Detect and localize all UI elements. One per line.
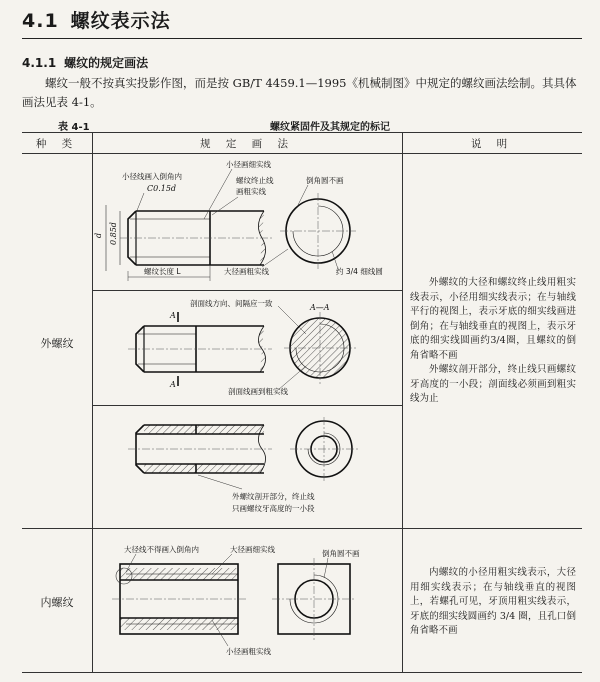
figure-external-thread-partial-cut	[92, 405, 402, 528]
table-number: 表 4-1	[58, 122, 90, 133]
dim-d-label: d	[94, 232, 103, 238]
section-view-label: A—A	[310, 303, 330, 312]
section-title	[22, 6, 171, 33]
description-internal-p1: 内螺纹的小径用粗实线表示，大径用细实线表示；在与轴线垂直的视图上，若螺孔可见，牙顶用粗实线表示，牙底的细实线圆画约 3/4 圈，且孔口倒角省略不画	[410, 567, 576, 636]
subsection-title	[22, 54, 148, 71]
label-end-line: 螺纹终止线	[236, 176, 274, 185]
header-kind: 种 类	[35, 138, 79, 150]
intro-paragraph: 螺纹一般不按真实投影作图，而是按 GB/T 4459.1—1995《机械制图》中规定的螺纹画法绘制。其具体画法见表 4-1。	[22, 76, 577, 109]
row-kind-internal: 内螺纹	[40, 596, 74, 609]
dim-085d-label: 0.85d	[109, 222, 118, 245]
label-major-no-chamfer: 大径线不得画入倒角内	[124, 545, 199, 554]
label-major-thick: 大径画粗实线	[224, 267, 269, 276]
label-major-thin: 大径画细实线	[230, 545, 275, 554]
length-label: 螺纹长度 L	[144, 267, 181, 276]
header-drawing: 规 定 画 法	[199, 138, 294, 150]
label-chamfer: 小径线画入倒角内	[122, 172, 182, 181]
label-minor-thin: 小径画细实线	[226, 160, 271, 169]
table-col-divider-2	[402, 132, 403, 672]
label-hatch-to-thick: 剖面线画到粗实线	[228, 387, 288, 396]
label-cut-line-2: 只画螺纹牙高度的一小段	[232, 504, 315, 513]
label-c-value: C0.15d	[147, 184, 177, 193]
label-internal-no-chamfer: 倒角圆不画	[322, 549, 360, 558]
section-number: 4.1	[22, 10, 59, 32]
table-top-rule	[22, 132, 582, 133]
description-external	[410, 276, 576, 407]
figure-external-thread-section	[92, 290, 402, 405]
figure-internal-thread	[92, 528, 402, 672]
section-mark-top: A	[170, 311, 176, 320]
description-internal	[410, 566, 576, 639]
label-three-quarter: 约 3/4 细线圆	[336, 267, 383, 276]
label-no-chamfer: 倒角圆不画	[306, 176, 344, 185]
label-end-line-2: 画粗实线	[236, 187, 266, 196]
subsection-title-text: 螺纹的规定画法	[64, 56, 149, 70]
section-mark-bottom: A	[170, 380, 176, 389]
table-bottom-rule	[22, 672, 582, 673]
header-description: 说 明	[470, 138, 514, 150]
row-kind-external: 外螺纹	[40, 337, 74, 350]
label-minor-thick: 小径画粗实线	[226, 647, 271, 656]
section-title-text: 螺纹表示法	[70, 10, 171, 32]
subsection-number: 4.1.1	[22, 56, 57, 70]
figure-external-thread-view	[92, 153, 402, 290]
table-title: 螺纹紧固件及其规定的标记	[270, 122, 390, 133]
label-cut-line-1: 外螺纹剖开部分，终止线	[232, 492, 315, 501]
description-external-p1: 外螺纹的大径和螺纹终止线用粗实线表示，小径用细实线表示；在与轴线平行的视图上，表示牙底的细实线画进倒角；在与轴线垂直的视图上，表示牙底的细实线圆画约3/4圈，且螺纹的倒角省略不画	[410, 277, 576, 361]
title-rule	[22, 38, 582, 39]
label-hatch-direction: 剖面线方向、间隔应一致	[190, 299, 273, 308]
description-external-p2: 外螺纹剖开部分，终止线只画螺纹牙高度的一小段；剖面线必须画到粗实线为止	[410, 364, 576, 404]
